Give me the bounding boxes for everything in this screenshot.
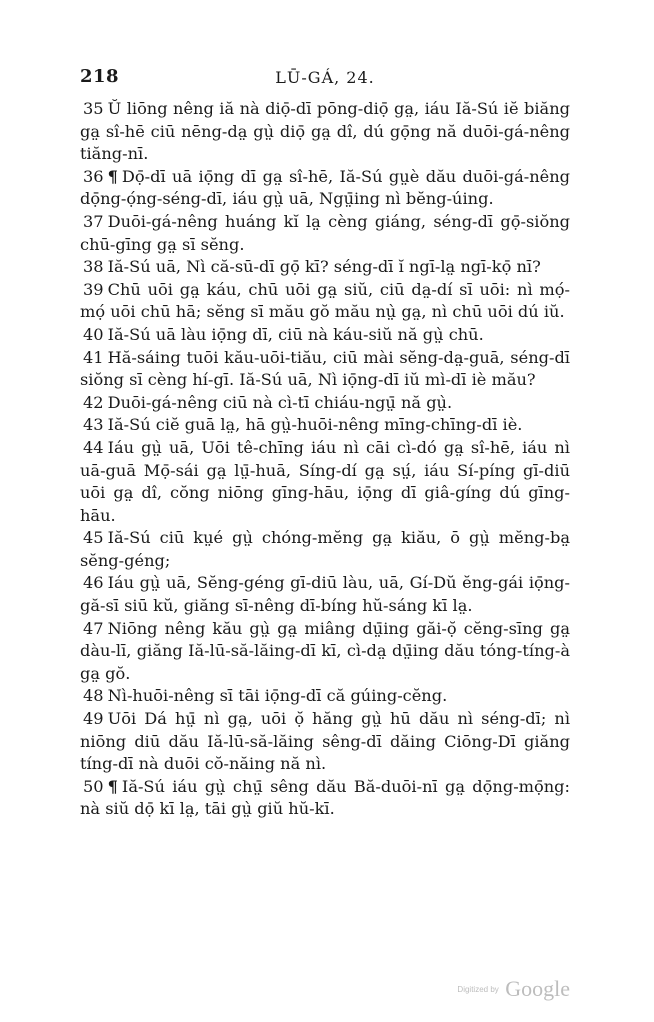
- verse-paragraph: [80, 166, 570, 211]
- verse-paragraph: [80, 279, 570, 324]
- google-logo: Google: [505, 976, 570, 1001]
- verse-paragraph: [80, 437, 570, 527]
- verse-paragraph: [80, 618, 570, 686]
- verse-text: Iă-Sú ciū kṳé gṳ̀ chóng-mĕng ga̤ kiău, ō gṳ̀ mĕng-ba̤ sĕng-géng;: [80, 528, 570, 570]
- verse-number: 48: [83, 686, 104, 706]
- verse-paragraph: [80, 685, 570, 708]
- running-head: LŪ-GÁ, 24.: [275, 68, 375, 87]
- verse-text: Duōi-gá-nêng ciū nà cì-tī chiáu-ngṳ̄ nă gṳ̀.: [107, 392, 453, 412]
- verse-paragraph: [80, 776, 570, 821]
- verse-number: 41: [83, 347, 104, 367]
- watermark-small-text: Digitized by: [457, 984, 499, 994]
- verse-paragraph: [80, 572, 570, 617]
- verse-text: Iă-Sú uā, Nì că-sū-dī gọ̄ kī? séng-dī ĭ ngī-la̤ ngī-kọ̄ nī?: [107, 257, 541, 277]
- verse-paragraph: [80, 98, 570, 166]
- verse-paragraph: [80, 708, 570, 776]
- verse-paragraph: [80, 414, 570, 437]
- verse-text: Iă-Sú uā làu iọ̄ng dī, ciū nà káu-siŭ nă gṳ̀ chū.: [107, 324, 484, 344]
- verse-number: 38: [83, 257, 104, 277]
- verse-number: 45: [83, 528, 104, 548]
- verse-paragraph: [80, 256, 570, 279]
- digitized-watermark: [457, 976, 570, 1002]
- verse-paragraph: [80, 211, 570, 256]
- verse-paragraph: [80, 527, 570, 572]
- verse-text: Hă-sáing tuōi kău-uōi-tiău, ciū mài sĕng-da̤-guā, séng-dī siŏng sī cèng hí-gī. Iă-Sú uā, Nì iọ̄ng-dī iŭ mì-dī iè mău?: [80, 347, 570, 390]
- verse-text: Duōi-gá-nêng huáng kĭ la̤ cèng giáng, séng-dī gọ̄-siŏng chū-gīng ga̤ sī sĕng.: [80, 211, 570, 254]
- verse-number: 47: [83, 618, 104, 638]
- verse-text: Chū uōi ga̤ káu, chū uōi ga̤ siŭ, ciū da̤-dí sī uōi: nì mọ́-mọ́ uōi chū hā; sĕng sī mău gŏ mău nṳ̀ ga̤, nì chū uōi dú iŭ.: [80, 279, 570, 322]
- verse-number: 46: [83, 573, 104, 593]
- verse-number: 49: [83, 709, 104, 729]
- verse-text: Iă-Sú ciĕ guā la̤, hā gṳ̀-huōi-nêng mīng-chīng-dī iè.: [107, 415, 523, 435]
- verse-text: Uōi Dá hṳ̄ nì ga̤, uōi ọ̆ hăng gṳ̀ hū dău nì séng-dī; nì niōng diū dău Iă-lū-să-lăing sêng-dī dăing Ciōng-Dī giăng tíng-dī nà duōi cŏ-năing nă nì.: [80, 709, 570, 774]
- verse-paragraph: [80, 324, 570, 347]
- verse-text: Iáu gṳ̀ uā, Sĕng-géng gī-diū làu, uā, Gí-Dŭ ĕng-gái iọ̄ng-gă-sī siū kŭ, giăng sī-nêng dī-bíng hŭ-sáng kī la̤.: [80, 573, 570, 616]
- verse-number: 50: [83, 776, 104, 796]
- verse-text: Nì-huōi-nêng sī tāi iọ̄ng-dī că gúing-cĕng.: [107, 686, 448, 706]
- verse-number: 39: [83, 279, 104, 299]
- verse-number: 42: [83, 392, 104, 412]
- verse-number: 40: [83, 324, 104, 344]
- verse-number: 35: [83, 99, 104, 118]
- page-number: 218: [80, 66, 120, 87]
- verse-paragraph: [80, 347, 570, 392]
- page-header: [80, 66, 570, 90]
- pilcrow-mark: ¶: [107, 776, 118, 796]
- pilcrow-mark: ¶: [107, 166, 118, 186]
- verse-paragraph: [80, 392, 570, 415]
- verse-text: Niōng nêng kău gṳ̀ ga̤ miâng dṳ̄ing găi-ọ̆ cĕng-sīng ga̤ dàu-lī, giăng Iă-lū-să-lăing-dī kī, cì-da̤ dṳ̄ing dău tóng-tíng-à ga̤ gŏ.: [80, 618, 570, 683]
- verse-number: 44: [83, 437, 104, 457]
- verse-number: 43: [83, 415, 104, 435]
- verse-text: Dọ̄-dī uā iọ̄ng dī ga̤ sî-hē, Iă-Sú gṳè dău duōi-gá-nêng dọ̄ng-ọ́ng-séng-dī, iáu gṳ̀ uā, Ngṳ̄ing nì bĕng-úing.: [80, 166, 570, 209]
- chapter-text: [80, 98, 570, 821]
- verse-number: 36: [83, 166, 104, 186]
- verse-text: Iáu gṳ̀ uā, Uōi tê-chīng iáu nì cāi cì-dó ga̤ sî-hē, iáu nì uā-guā Mọ̄-sái ga̤ lṳ̄-huā, Síng-dí ga̤ sṳ́, iáu Sí-píng gī-diū uōi ga̤ dî, cŏng niōng gīng-hāu, iọ̄ng dī giâ-gíng dú gīng-hāu.: [80, 437, 570, 525]
- verse-text: Iă-Sú iáu gṳ̀ chṳ̄ sêng dău Bă-duōi-nī ga̤ dọ̄ng-mọ̄ng: nà siŭ dọ̄ kī la̤, tāi gṳ̀ giŭ hŭ-kī.: [80, 776, 570, 819]
- verse-number: 37: [83, 211, 104, 231]
- verse-text: Ŭ liōng nêng iă nà diọ̄-dī pōng-diọ̄ ga̤, iáu Iă-Sú iĕ biăng ga̤ sî-hē ciū nēng-da̤ gṳ̀ diọ̄ ga̤ dî, dú gọ̄ng nă duōi-gá-nêng tiăng-nī.: [80, 99, 570, 164]
